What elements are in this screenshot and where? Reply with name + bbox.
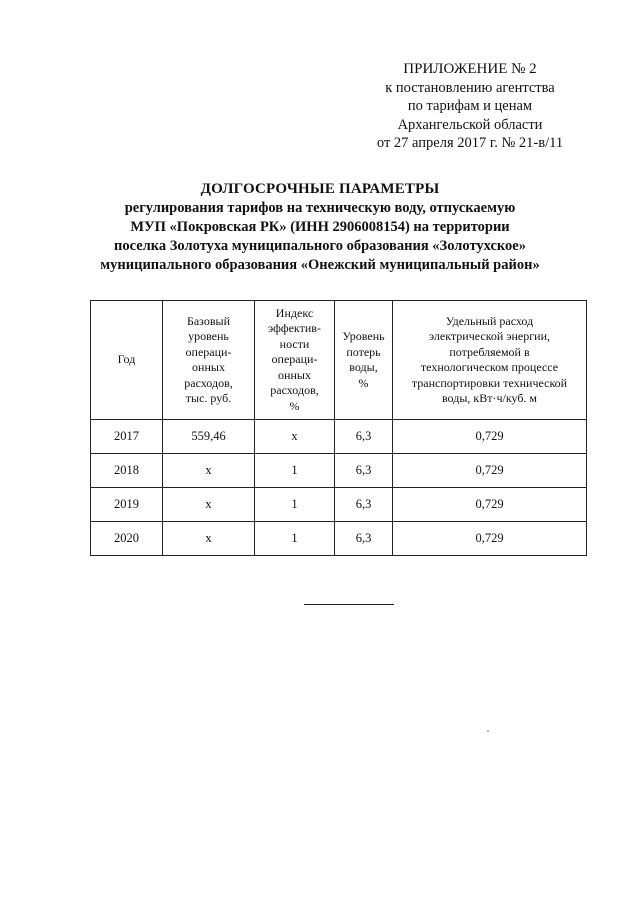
appendix-line: Архангельской области [397,116,543,133]
base-opex-cell: 559,46 [163,420,255,454]
parameters-table [90,300,587,556]
energy-consumption-cell: 0,729 [393,454,587,488]
water-loss-cell: 6,3 [335,454,393,488]
water-loss-cell: 6,3 [335,522,393,556]
table-row [91,522,587,556]
header-text-line: Год [117,352,136,367]
header-text-line: уровень [188,329,229,343]
header-text-line: расходов, [270,383,319,398]
energy-consumption-cell: 0,729 [393,488,587,522]
year-cell: 2019 [91,488,163,522]
efficiency-index-cell: х [255,420,335,454]
header-text-line: воды, [349,360,378,374]
header-text-line: потерь [346,344,381,359]
header-text-line: Индекс [275,305,314,320]
appendix-line: к постановлению агентства [385,79,555,96]
table-row [91,488,587,522]
year-cell: 2020 [91,522,163,556]
efficiency-index-cell: 1 [255,522,335,556]
year-cell: 2017 [91,420,163,454]
appendix-block [340,60,600,153]
header-text-line: операци- [185,344,232,359]
header-specific-energy-consumption [393,301,587,420]
header-text-line: транспортировки технической [411,375,568,390]
efficiency-index-cell: 1 [255,488,335,522]
year-cell: 2018 [91,454,163,488]
header-base-opex [163,301,255,420]
table-header-row [91,301,587,420]
header-text-line: технологическом процессе [420,360,559,374]
header-text-line: ности [279,336,310,351]
table-row [91,420,587,454]
title-line: поселка Золотуха муниципального образования «Золотухское» [113,238,526,254]
header-opex-efficiency-index [255,301,335,420]
document-title: ДОЛГОСРОЧНЫЕ ПАРАМЕТРЫ [200,181,440,197]
header-text-line: тыс. руб. [185,391,232,405]
header-text-line: Удельный расход [445,313,534,328]
efficiency-index-cell: 1 [255,454,335,488]
header-text-line: % [358,375,369,390]
base-opex-cell: х [163,522,255,556]
header-text-line: электрической энергии, [428,329,551,343]
header-text-line: расходов, [184,375,233,390]
energy-consumption-cell: 0,729 [393,420,587,454]
energy-consumption-cell: 0,729 [393,522,587,556]
header-year [91,301,163,420]
header-water-loss-level [335,301,393,420]
title-line: муниципального образования «Онежский муниципальный район» [100,257,540,273]
header-text-line: Уровень [342,329,385,343]
closing-rule [304,604,394,605]
parameters-table-wrapper [90,300,586,556]
base-opex-cell: х [163,454,255,488]
base-opex-cell: х [163,488,255,522]
table-row [91,454,587,488]
title-line: регулирования тарифов на техническую воду, отпускаемую [124,200,516,216]
water-loss-cell: 6,3 [335,420,393,454]
appendix-heading: ПРИЛОЖЕНИЕ № 2 [403,61,537,77]
document-title-block [80,180,560,275]
header-text-line: Базовый [186,313,231,328]
scan-speck [487,730,489,732]
header-text-line: онных [278,367,311,382]
header-text-line: потребляемой в [449,344,530,359]
table-body [91,420,587,556]
appendix-line: по тарифам и ценам [407,98,533,114]
title-line: МУП «Покровская РК» (ИНН 2906008154) на территории [130,219,510,235]
header-text-line: эффектив- [268,321,321,336]
header-text-line: воды, кВт·ч/куб. м [441,391,538,405]
header-text-line: онных [192,360,225,374]
appendix-date-line: от 27 апреля 2017 г. № 21-в/11 [376,135,564,151]
header-text-line: операци- [271,352,318,367]
water-loss-cell: 6,3 [335,488,393,522]
header-text-line: % [289,398,300,413]
